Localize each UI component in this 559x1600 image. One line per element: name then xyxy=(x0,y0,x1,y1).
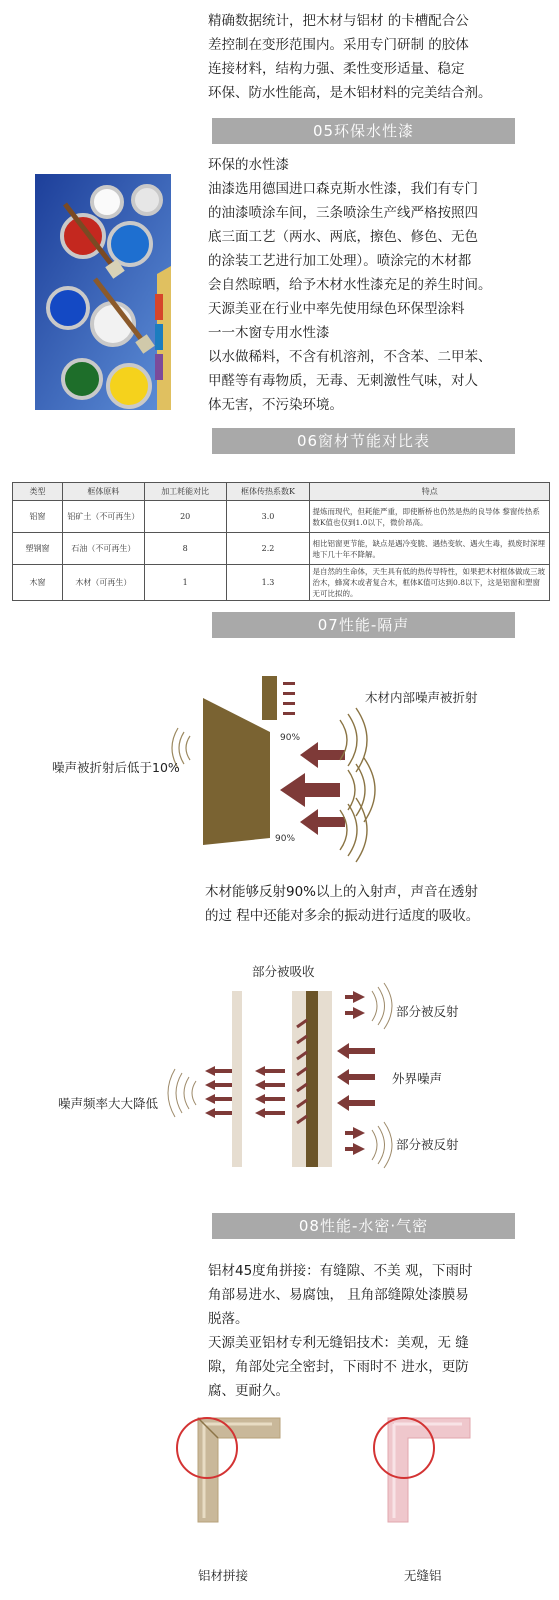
text-line: 腐、更耐久。 xyxy=(208,1383,289,1399)
text-line: 木材能够反射90%以上的入射声，声音在透射 xyxy=(205,884,479,900)
cell-type: 塑钢窗 xyxy=(13,533,63,565)
section-07-title: 07性能-隔声 xyxy=(212,612,515,638)
header-type: 类型 xyxy=(13,483,63,501)
intro-line: 环保、防水性能高，是木铝材料的完美结合剂。 xyxy=(208,85,492,101)
aluminum-miter-joint xyxy=(177,1418,280,1522)
waves-left xyxy=(168,1069,196,1117)
label-reflected-top: 部分被反射 xyxy=(396,1004,459,1019)
intro-paragraph xyxy=(208,9,492,105)
label-absorbed: 部分被吸收 xyxy=(252,964,315,979)
percent-bottom: 90% xyxy=(275,834,296,844)
sound-waves-right xyxy=(340,708,375,862)
text-line: 底三面工艺（两水、两底，擦色、修色、无色 xyxy=(208,229,478,245)
small-arrows xyxy=(283,682,295,715)
cell-energy: 8 xyxy=(144,533,226,565)
cell-type: 木窗 xyxy=(13,565,63,601)
cell-material: 石油（不可再生） xyxy=(62,533,144,565)
cell-material: 木材（可再生） xyxy=(62,565,144,601)
header-k: 框体传热系数K xyxy=(226,483,310,501)
cell-k: 1.3 xyxy=(226,565,310,601)
table-row xyxy=(13,501,550,533)
text-line: 油漆选用德国进口森克斯水性漆，我们有专门 xyxy=(208,181,478,197)
cell-energy: 1 xyxy=(144,565,226,601)
incoming-arrows xyxy=(337,1043,375,1111)
joint-comparison-diagram xyxy=(0,1410,559,1535)
text-line: 隙，角部处完全密封，下雨时不 进水，更防 xyxy=(208,1359,469,1375)
cell-k: 3.0 xyxy=(226,501,310,533)
intro-line: 差控制在变形范围内。采用专门研制 的胶体 xyxy=(208,37,469,53)
cell-type: 铝窗 xyxy=(13,501,63,533)
text-line: 天源美亚在行业中率先使用绿色环保型涂料 xyxy=(208,301,465,317)
text-line: 铝材45度角拼接：有缝隙、不美 观，下雨时 xyxy=(208,1263,473,1279)
text-line: 一一木窗专用水性漆 xyxy=(208,325,330,341)
table-row xyxy=(13,533,550,565)
comparison-table xyxy=(12,482,550,601)
section-08-title: 08性能-水密·气密 xyxy=(212,1213,515,1239)
transmitted-arrows xyxy=(205,1066,285,1118)
text-line: 脱落。 xyxy=(208,1311,249,1327)
text-line: 角部易进水、易腐蚀， 且角部缝隙处漆膜易 xyxy=(208,1287,469,1303)
wood-panel xyxy=(203,698,270,845)
seamless-aluminum-joint xyxy=(374,1418,470,1522)
label-inner-refraction: 木材内部噪声被折射 xyxy=(365,690,478,705)
label-reflected-bottom: 部分被反射 xyxy=(396,1137,459,1152)
text-line: 甲醛等有毒物质，无毒、无刺激性气味，对人 xyxy=(208,373,478,389)
cell-k: 2.2 xyxy=(226,533,310,565)
header-feature: 特点 xyxy=(310,483,550,501)
header-material: 框体原料 xyxy=(62,483,144,501)
text-line: 的油漆喷涂车间，三条喷涂生产线严格按照四 xyxy=(208,205,478,221)
percent-top: 90% xyxy=(280,733,301,743)
text-line: 会自然晾晒，给予木材水性漆充足的养生时间。 xyxy=(208,277,492,293)
table-header-row xyxy=(13,483,550,501)
table-row xyxy=(13,565,550,601)
section-06-title: 06窗材节能对比表 xyxy=(212,428,515,454)
intro-line: 精确数据统计，把木材与铝材 的卡槽配合公 xyxy=(208,13,469,29)
paint-cans-image xyxy=(35,174,171,410)
text-line: 以水做稀料，不含有机溶剂，不含苯、二甲苯、 xyxy=(208,349,492,365)
text-line: 的涂装工艺进行加工处理）。喷涂完的木材都 xyxy=(208,253,472,269)
text-line: 的过 程中还能对多余的振动进行适度的吸收。 xyxy=(205,908,480,924)
label-refracted: 噪声被折射后低于10% xyxy=(52,760,180,775)
wood-core xyxy=(306,991,318,1167)
inner-pane xyxy=(232,991,242,1167)
header-energy: 加工耗能对比 xyxy=(144,483,226,501)
cell-energy: 20 xyxy=(144,501,226,533)
section-08-text xyxy=(208,1259,472,1403)
label-outer-noise: 外界噪声 xyxy=(392,1071,443,1086)
caption-miter-joint: 铝材拼接 xyxy=(198,1568,249,1583)
wood-piece xyxy=(262,676,277,720)
section-05-text xyxy=(208,153,492,417)
section-07-text xyxy=(205,880,479,928)
section-05-title: 05环保水性漆 xyxy=(212,118,515,144)
text-line: 天源美亚铝材专利无缝铝技术：美观，无 缝 xyxy=(208,1335,469,1351)
intro-line: 连接材料，结构力强、柔性变形适量、稳定 xyxy=(208,61,465,77)
cell-feature: 相比铝窗更节能，缺点是遇冷变脆、遇热变软、遇火生毒，损废时深埋地下几十年不降解。 xyxy=(310,533,550,565)
big-arrows xyxy=(280,742,345,835)
sound-absorption-diagram xyxy=(0,985,559,1175)
caption-seamless: 无缝铝 xyxy=(404,1568,442,1583)
text-line: 环保的水性漆 xyxy=(208,157,289,173)
cell-feature: 提炼而现代，但耗能严重，即使断桥也仍然是热的良导体 黎窗传热系数K值也仅到1.0以下，微价昂高。 xyxy=(310,501,550,533)
text-line: 体无害，不污染环境。 xyxy=(208,397,343,413)
cell-material: 铝矿土（不可再生） xyxy=(62,501,144,533)
label-frequency-reduced: 噪声频率大大降低 xyxy=(58,1096,159,1111)
cell-feature: 是自然的生命体，天生具有低的热传导特性，如果把木材框体做成三玻治木，蜂窝木或者复合木，框体K值可达到0.8以下，这是铝窗和塑窗无可比拟的。 xyxy=(310,565,550,601)
